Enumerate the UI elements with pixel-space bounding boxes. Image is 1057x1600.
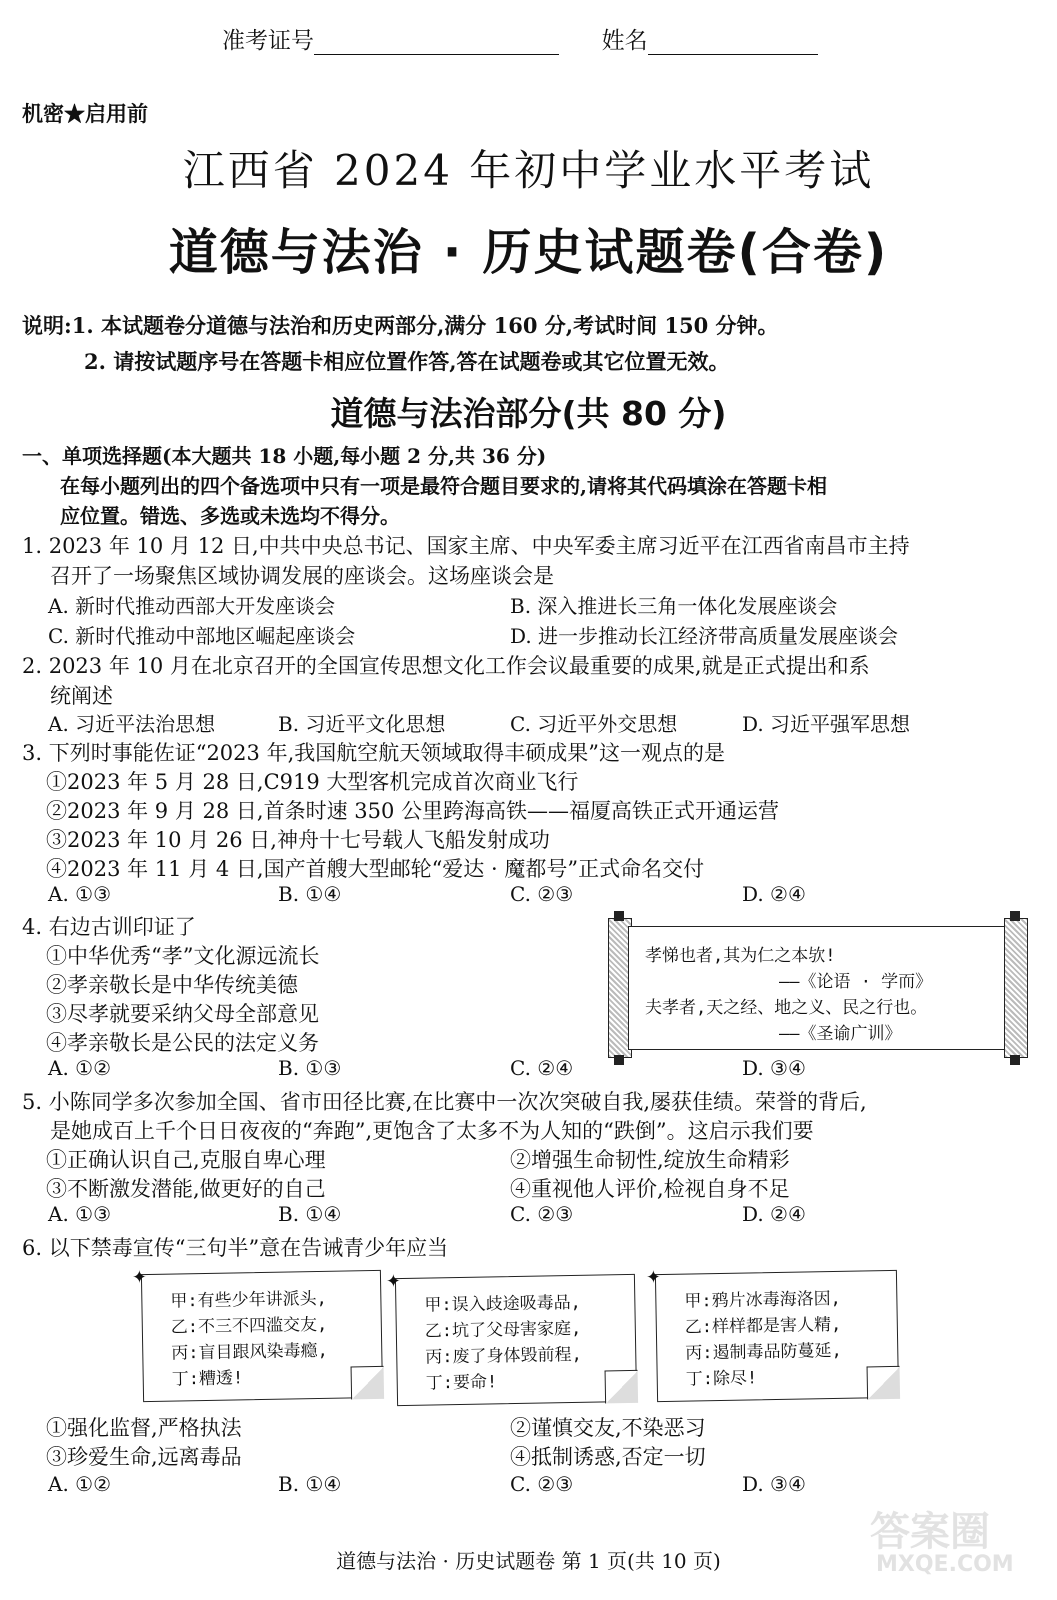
q6-item-3: ③珍爱生命,远离毒品 bbox=[46, 1445, 242, 1469]
name-label: 姓名 bbox=[601, 28, 648, 54]
q3-item-1: ①2023 年 5 月 28 日,C919 大型客机完成首次商业飞行 bbox=[46, 770, 579, 794]
q4-option-b: B. ①③ bbox=[278, 1056, 342, 1080]
q3-item-2: ②2023 年 9 月 28 日,首条时速 350 公里跨海高铁——福厦高铁正式开通运营 bbox=[46, 799, 780, 823]
section-instruction-2: 应位置。错选、多选或未选均不得分。 bbox=[60, 504, 400, 528]
q5-option-d: D. ②④ bbox=[742, 1202, 806, 1226]
q5-item-2: ②增强生命韧性,绽放生命精彩 bbox=[510, 1148, 790, 1172]
q1-option-d: D. 进一步推动长江经济带高质量发展座谈会 bbox=[510, 624, 899, 648]
q3-item-4: ④2023 年 11 月 4 日,国产首艘大型邮轮“爱达 · 魔都号”正式命名交付 bbox=[46, 857, 705, 881]
section-instruction-1: 在每小题列出的四个备选项中只有一项是最符合题目要求的,请将其代码填涂在答题卡相 bbox=[60, 474, 827, 498]
quote-scroll bbox=[608, 918, 1028, 1058]
scroll-quote-2: 夫孝者,天之经、地之义、民之行也。 bbox=[645, 998, 928, 1018]
q5-option-c: C. ②③ bbox=[510, 1202, 574, 1226]
card-2-line-3: 丙:废了身体毁前程, bbox=[425, 1344, 582, 1368]
q3-option-d: D. ②④ bbox=[742, 882, 806, 906]
card-3-line-2: 乙:样样都是害人精, bbox=[684, 1314, 842, 1338]
card-1-line-3: 丙:盲目跟风染毒瘾, bbox=[171, 1340, 328, 1364]
card-3-line-4: 丁:除尽! bbox=[685, 1368, 758, 1390]
q5-item-1: ①正确认识自己,克服自卑心理 bbox=[46, 1148, 326, 1172]
q6-option-a: A. ①② bbox=[48, 1472, 112, 1496]
scroll-quote-1: 孝悌也者,其为仁之本欤! bbox=[645, 946, 836, 966]
q3-item-3: ③2023 年 10 月 26 日,神舟十七号载人飞船发射成功 bbox=[46, 828, 550, 852]
exam-id-blank bbox=[314, 30, 559, 55]
part-title: 道德与法治部分(共 80 分) bbox=[330, 394, 727, 433]
q2-stem-1: 2. 2023 年 10 月在北京召开的全国宣传思想文化工作会议最重要的成果,就是正式提出和系 bbox=[22, 654, 870, 678]
card-1-line-4: 丁:糟透! bbox=[171, 1368, 244, 1390]
note-1: 说明:1. 本试题卷分道德与法治和历史两部分,满分 160 分,考试时间 150 分钟。 bbox=[22, 313, 779, 338]
q1-stem-1: 1. 2023 年 10 月 12 日,中共中央总书记、国家主席、中央军委主席习近平在江西省南昌市主持 bbox=[22, 534, 910, 558]
q4-item-3: ③尽孝就要采纳父母全部意见 bbox=[46, 1002, 319, 1026]
q6-option-d: D. ③④ bbox=[742, 1472, 806, 1496]
exam-title: 江西省 2024 年初中学业水平考试 bbox=[182, 146, 875, 195]
page-curl-icon bbox=[867, 1366, 901, 1400]
q5-item-3: ③不断激发潜能,做更好的自己 bbox=[46, 1177, 326, 1201]
q1-option-a: A. 新时代推动西部大开发座谈会 bbox=[48, 594, 336, 618]
exam-id-field bbox=[222, 22, 818, 55]
q4-option-c: C. ②④ bbox=[510, 1056, 574, 1080]
q4-item-4: ④孝亲敬长是公民的法定义务 bbox=[46, 1031, 319, 1055]
scroll-source-2: ——《圣谕广训》 bbox=[779, 1024, 902, 1044]
q6-option-c: C. ②③ bbox=[510, 1472, 574, 1496]
card-3-line-3: 丙:遏制毒品防蔓延, bbox=[685, 1340, 842, 1364]
pin-icon: ✦ bbox=[385, 1270, 402, 1293]
q6-item-2: ②谨慎交友,不染恶习 bbox=[510, 1416, 706, 1440]
confidential-mark: 机密★启用前 bbox=[22, 101, 148, 126]
q2-option-a: A. 习近平法治思想 bbox=[48, 712, 216, 736]
card-3-line-1: 甲:鸦片冰毒海洛因, bbox=[684, 1288, 842, 1312]
q6-stem: 6. 以下禁毒宣传“三句半”意在告诫青少年应当 bbox=[22, 1236, 449, 1260]
slogan-card-2 bbox=[385, 1270, 637, 1406]
pin-icon: ✦ bbox=[645, 1267, 662, 1289]
q2-stem-2: 统阐述 bbox=[50, 684, 113, 708]
q5-option-a: A. ①③ bbox=[48, 1202, 112, 1226]
q6-option-b: B. ①④ bbox=[278, 1472, 342, 1496]
q2-option-c: C. 习近平外交思想 bbox=[510, 712, 678, 736]
q1-option-c: C. 新时代推动中部地区崛起座谈会 bbox=[48, 624, 356, 648]
scroll-paper bbox=[628, 926, 1008, 1050]
card-1-line-2: 乙:不三不四滥交友, bbox=[170, 1314, 328, 1338]
slogan-card-1 bbox=[131, 1266, 383, 1402]
card-1-line-1: 甲:有些少年讲派头, bbox=[170, 1288, 328, 1312]
scroll-source-1: ——《论语 · 学而》 bbox=[779, 972, 933, 992]
q6-item-4: ④抵制诱惑,否定一切 bbox=[510, 1445, 706, 1469]
q5-item-4: ④重视他人评价,检视自身不足 bbox=[510, 1177, 790, 1201]
q5-stem-1: 5. 小陈同学多次参加全国、省市田径比赛,在比赛中一次次突破自我,屡获佳绩。荣誉的背后, bbox=[22, 1090, 867, 1114]
q4-item-2: ②孝亲敬长是中华传统美德 bbox=[46, 973, 298, 997]
q3-option-a: A. ①③ bbox=[48, 882, 112, 906]
q3-stem: 3. 下列时事能佐证“2023 年,我国航空航天领域取得丰硕成果”这一观点的是 bbox=[22, 741, 725, 765]
q3-option-b: B. ①④ bbox=[278, 882, 342, 906]
page-curl-icon bbox=[605, 1370, 639, 1404]
scroll-rod-right bbox=[1004, 918, 1028, 1058]
card-2-line-2: 乙:坑了父母害家庭, bbox=[424, 1318, 582, 1342]
page-footer: 道德与法治 · 历史试题卷 第 1 页(共 10 页) bbox=[336, 1549, 721, 1573]
exam-id-label: 准考证号 bbox=[222, 28, 314, 54]
q4-option-a: A. ①② bbox=[48, 1056, 112, 1080]
q5-option-b: B. ①④ bbox=[278, 1202, 342, 1226]
q4-option-d: D. ③④ bbox=[742, 1056, 806, 1080]
q3-option-c: C. ②③ bbox=[510, 882, 574, 906]
card-2-line-4: 丁:要命! bbox=[425, 1372, 498, 1394]
slogan-card-3 bbox=[645, 1267, 899, 1402]
q5-stem-2: 是她成百上千个日日夜夜的“奔跑”,更饱含了太多不为人知的“跌倒”。这启示我们要 bbox=[50, 1119, 814, 1143]
watermark-url: MXQE.COM bbox=[876, 1552, 1014, 1577]
pin-icon: ✦ bbox=[131, 1266, 148, 1289]
q2-option-b: B. 习近平文化思想 bbox=[278, 712, 446, 736]
watermark-logo: 答案圈 bbox=[870, 1509, 990, 1555]
q4-item-1: ①中华优秀“孝”文化源远流长 bbox=[46, 944, 320, 968]
paper-title: 道德与法治 · 历史试题卷(合卷) bbox=[168, 224, 889, 281]
q6-item-1: ①强化监督,严格执法 bbox=[46, 1416, 242, 1440]
page-curl-icon bbox=[351, 1366, 385, 1400]
q1-option-b: B. 深入推进长三角一体化发展座谈会 bbox=[510, 594, 838, 618]
card-2-line-1: 甲:误入歧途吸毒品, bbox=[424, 1292, 582, 1316]
q2-option-d: D. 习近平强军思想 bbox=[742, 712, 911, 736]
name-blank bbox=[648, 30, 818, 55]
q4-stem: 4. 右边古训印证了 bbox=[22, 915, 196, 939]
section-heading: 一、单项选择题(本大题共 18 小题,每小题 2 分,共 36 分) bbox=[22, 444, 547, 468]
note-2: 2. 请按试题序号在答题卡相应位置作答,答在试题卷或其它位置无效。 bbox=[84, 349, 730, 374]
q1-stem-2: 召开了一场聚焦区域协调发展的座谈会。这场座谈会是 bbox=[50, 564, 554, 588]
